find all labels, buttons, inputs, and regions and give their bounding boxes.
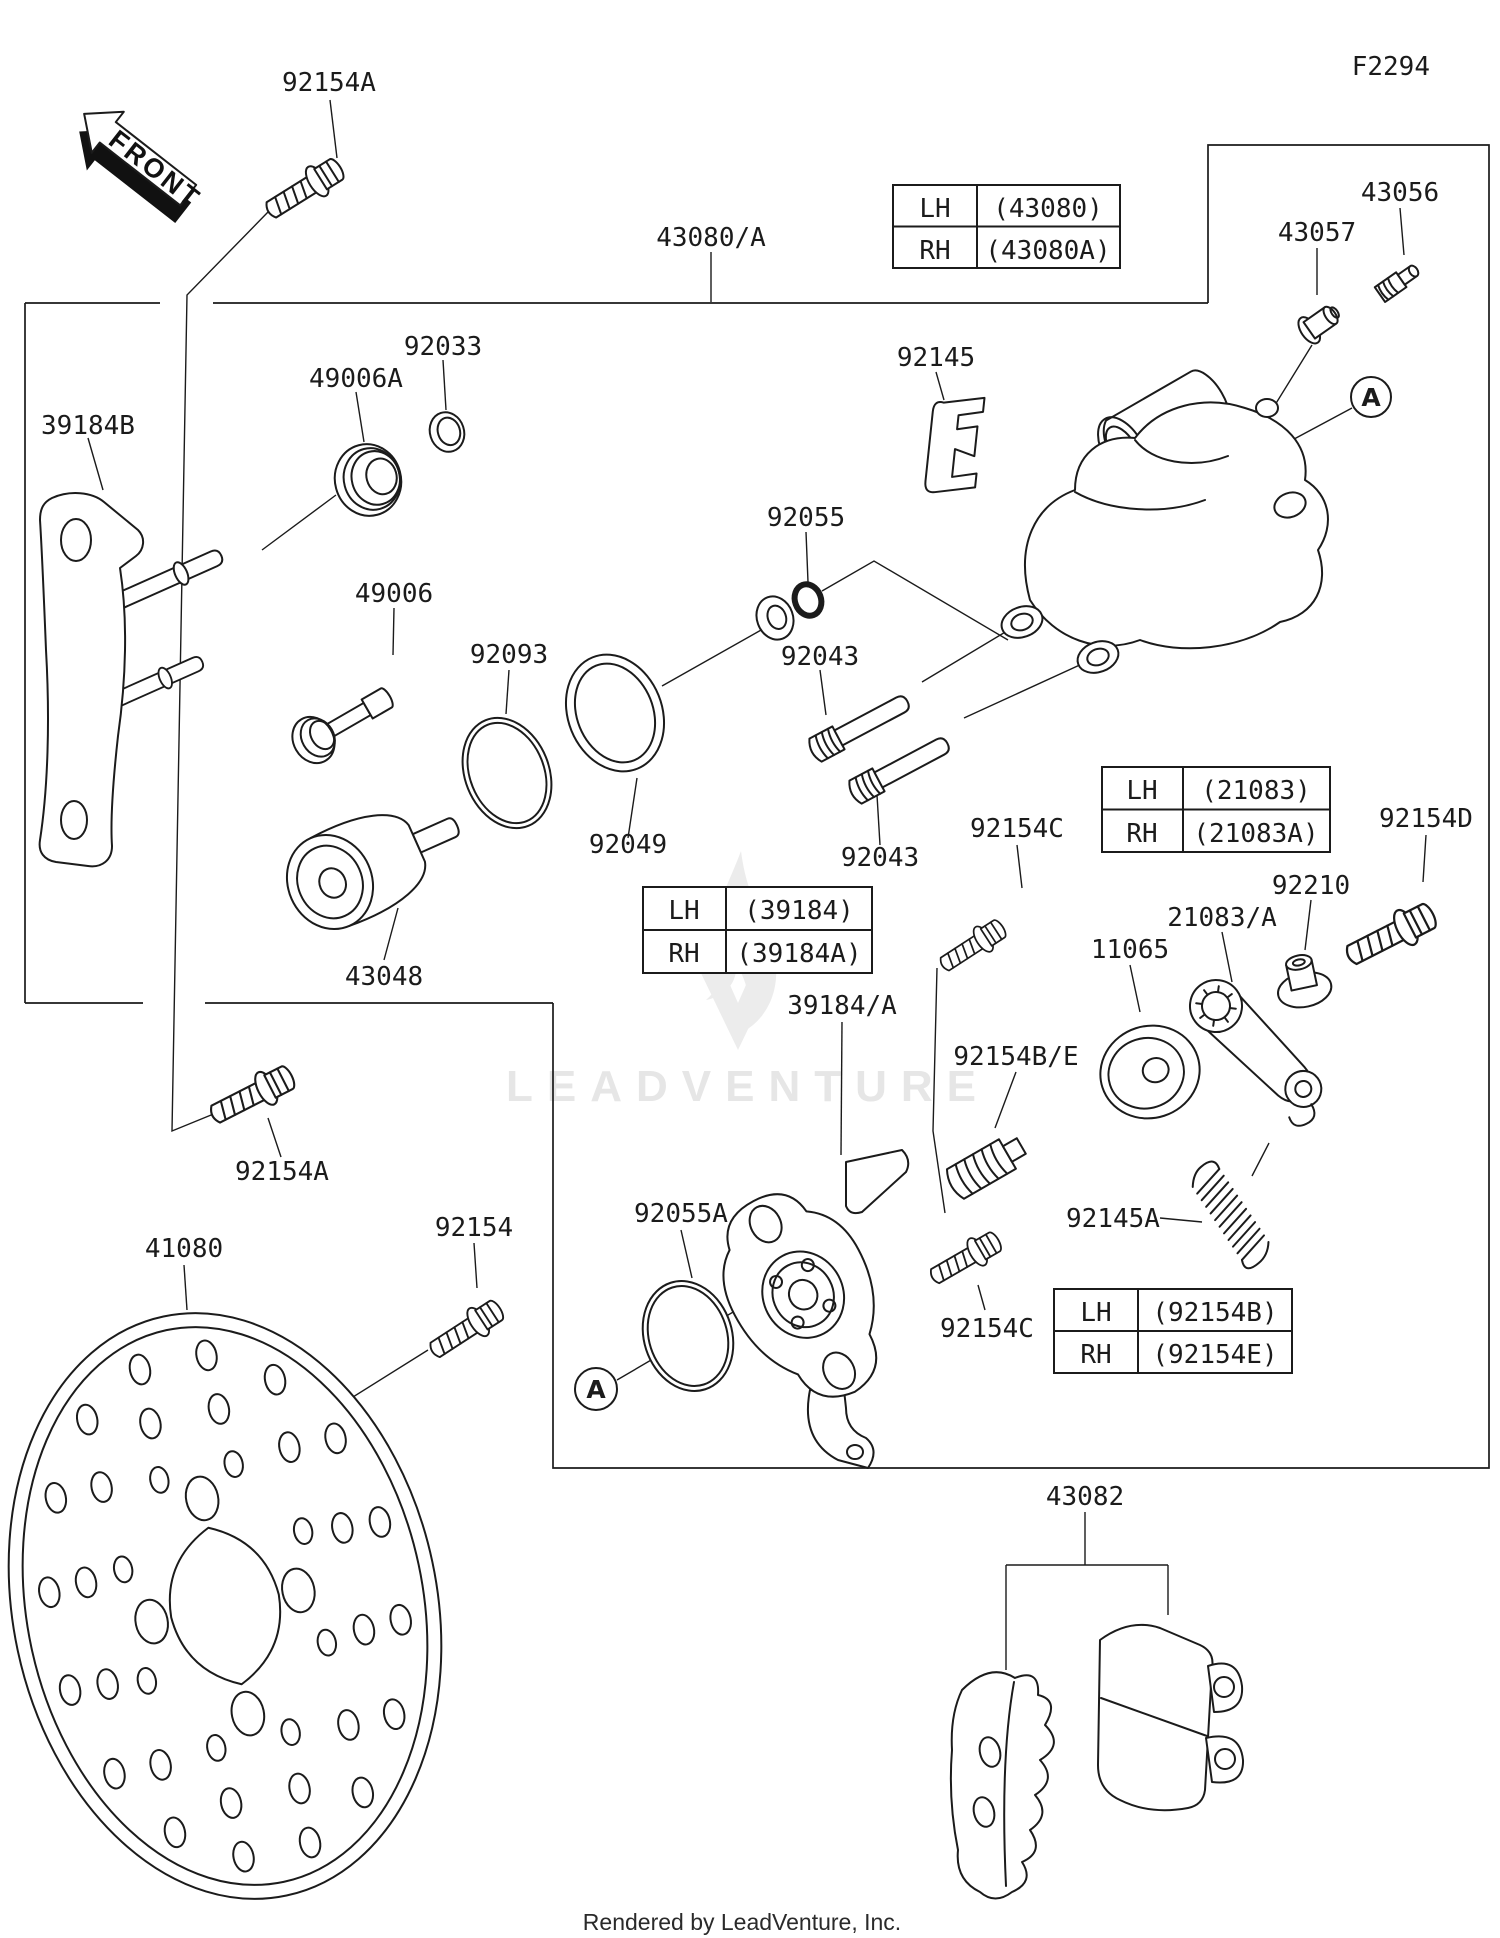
part-label-21083a: 21083/A: [1167, 903, 1277, 933]
table-cell: LH: [1126, 776, 1158, 806]
part-label-92154c-1: 92154C: [970, 814, 1064, 844]
table-cell: LH: [668, 896, 700, 926]
part-label-41080: 41080: [144, 1234, 224, 1264]
drawing-clip-92145: [924, 393, 984, 497]
drawing-boot-49006a: [327, 437, 409, 524]
drawing-bolt-92154a-top: [259, 153, 349, 227]
drawing-bolt-92154c-1: [934, 915, 1010, 978]
part-label-43056: 43056: [1360, 178, 1440, 208]
drawing-pin-92043-2: [846, 732, 954, 806]
table-cell: (43080): [993, 194, 1103, 224]
part-label-92049: 92049: [588, 830, 668, 860]
part-label-92043-2: 92043: [840, 843, 920, 873]
lh-rh-table-92154b: [1054, 1289, 1292, 1373]
drawing-piston-43048: [272, 781, 477, 944]
part-label-43082: 43082: [1045, 1482, 1125, 1512]
drawing-nut-92210: [1271, 950, 1335, 1012]
svg-text:A: A: [586, 1375, 606, 1404]
part-label-43080a: 43080/A: [656, 223, 766, 253]
drawing-spring-92145a: [1185, 1158, 1276, 1270]
drawing-bolt-92154: [424, 1294, 509, 1365]
part-label-39184b: 39184B: [41, 411, 135, 441]
part-label-92055a: 92055A: [634, 1199, 728, 1229]
part-label-43048: 43048: [344, 962, 424, 992]
table-cell: RH: [1126, 819, 1158, 849]
part-label-92043-1: 92043: [780, 642, 860, 672]
part-label-92145: 92145: [896, 343, 976, 373]
part-label-92154a-bottom: 92154A: [235, 1157, 329, 1187]
table-cell: (21083): [1201, 776, 1311, 806]
table-cell: (92154B): [1152, 1298, 1278, 1328]
table-cell: (21083A): [1193, 819, 1319, 849]
drawing-carrier-39184a: [692, 1150, 917, 1468]
part-label-92154c-2: 92154C: [940, 1314, 1034, 1344]
part-label-49006: 49006: [354, 579, 434, 609]
table-cell: (43080A): [985, 236, 1111, 266]
lh-rh-table-43080: [893, 185, 1120, 268]
part-label-92154a-top: 92154A: [282, 68, 376, 98]
part-label-92154be: 92154B/E: [953, 1042, 1079, 1072]
footer-credit: Rendered by LeadVenture, Inc.: [582, 1909, 902, 1935]
drawing-plug-92154be: [943, 1131, 1030, 1201]
detail-marker-a-top: [1351, 377, 1391, 417]
drawing-ring-92033: [425, 408, 470, 457]
drawing-seal-92049: [549, 640, 681, 786]
part-label-92055: 92055: [766, 503, 846, 533]
drawing-oring-92055: [751, 581, 826, 645]
drawing-pin-92043-1: [806, 690, 914, 764]
drawing-bleed-valve-43056: [1375, 261, 1422, 302]
drawing-bolt-92154d: [1340, 897, 1442, 974]
drawing-bolt-92154c-2: [925, 1226, 1006, 1291]
lh-rh-table-21083: [1102, 767, 1330, 852]
figure-code: F2294: [1351, 52, 1430, 82]
watermark-text: LEADVENTURE: [505, 1062, 991, 1111]
table-cell: RH: [919, 236, 951, 266]
table-cell: RH: [668, 939, 700, 969]
part-label-92093: 92093: [469, 640, 549, 670]
table-cell: (39184A): [736, 939, 862, 969]
drawing-damper-11065: [1088, 1013, 1212, 1131]
table-cell: LH: [919, 194, 951, 224]
lh-rh-table-39184: [643, 887, 872, 973]
table-cell: (39184): [744, 896, 854, 926]
drawing-bolt-92154a-bottom: [204, 1060, 299, 1132]
front-arrow-label: FRONT: [103, 124, 207, 215]
part-label-39184a: 39184/A: [787, 991, 897, 1021]
drawing-disc-41080: [0, 1272, 494, 1938]
detail-marker-a-bottom: [575, 1368, 617, 1410]
drawing-caliper-43080: [997, 362, 1328, 678]
table-cell: LH: [1080, 1298, 1112, 1328]
part-label-43057: 43057: [1277, 218, 1357, 248]
drawing-brake-pads-43082: [951, 1625, 1243, 1899]
part-label-11065: 11065: [1090, 935, 1170, 965]
table-cell: RH: [1080, 1340, 1112, 1370]
drawing-bracket-39184b: [40, 493, 227, 866]
part-label-92154: 92154: [434, 1213, 514, 1243]
drawing-pin-49006: [284, 675, 402, 771]
part-label-92154d: 92154D: [1379, 804, 1473, 834]
svg-text:A: A: [1361, 383, 1381, 412]
part-label-92210: 92210: [1271, 871, 1351, 901]
part-label-92145a: 92145A: [1066, 1204, 1160, 1234]
part-label-92033: 92033: [403, 332, 483, 362]
part-label-49006a: 49006A: [309, 364, 403, 394]
front-arrow: [58, 93, 214, 236]
table-cell: (92154E): [1152, 1340, 1278, 1370]
drawing-seal-92093: [447, 704, 568, 841]
drawing-fitting-43057: [1294, 299, 1346, 348]
